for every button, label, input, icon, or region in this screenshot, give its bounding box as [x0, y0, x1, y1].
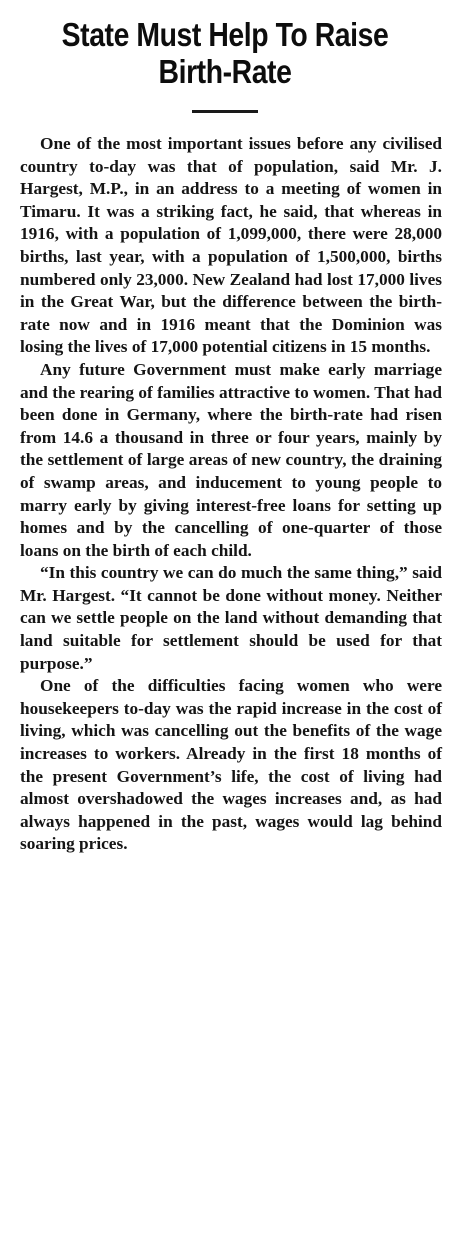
- paragraph-population: One of the most important issues before any civilised country to-day was that of population, said Mr. J. Hargest, M.P., in an address to a meeting of women in Timaru. It was a striking fact, he said, that whereas in 1916, with a population of 1,099,000, there were 28,000 births, last year, with a population of 1,500,000, births numbered only 23,000. New Zealand had lost 17,000 lives in the Great War, but the difference between the birth-rate now and in 1916 meant that the Dominion was losing the lives of 17,000 potential citizens in 15 months.: [20, 134, 442, 357]
- paragraph-government: Any future Government must make early marriage and the rearing of families attractive to women. That had been done in Germany, where the birth-rate had risen from 14.6 a thousand in three or four years, mainly by the settlement of large areas of new country, the draining of swamp areas, and inducement to young people to marry early by giving interest-free loans for setting up homes and by the cancelling of one-quarter of those loans on the birth of each child.: [20, 359, 442, 560]
- headline-line-1: State Must Help To Raise: [61, 16, 389, 53]
- paragraph-cost-of-living: One of the difficulties facing women who were housekeepers to-day was the rapid increase in the cost of living, which was cancelling out the benefits of the wage increases to workers. Already in the first 18 months of the present Government’s life, the cost of living had almost overshadowed the wages increases and, as had always happened in the past, wages would lag behind soaring prices.: [20, 676, 442, 854]
- headline: [32, 0, 419, 90]
- headline-line-2: Birth-Rate: [158, 53, 292, 90]
- paragraph-quote: “In this country we can do much the same thing,” said Mr. Hargest. “It cannot be done without money. Neither can we settle people on the land without demanding that land suitable for settlement should be used for that purpose.”: [20, 563, 442, 673]
- headline-divider: [192, 110, 258, 113]
- article-body: [0, 133, 450, 856]
